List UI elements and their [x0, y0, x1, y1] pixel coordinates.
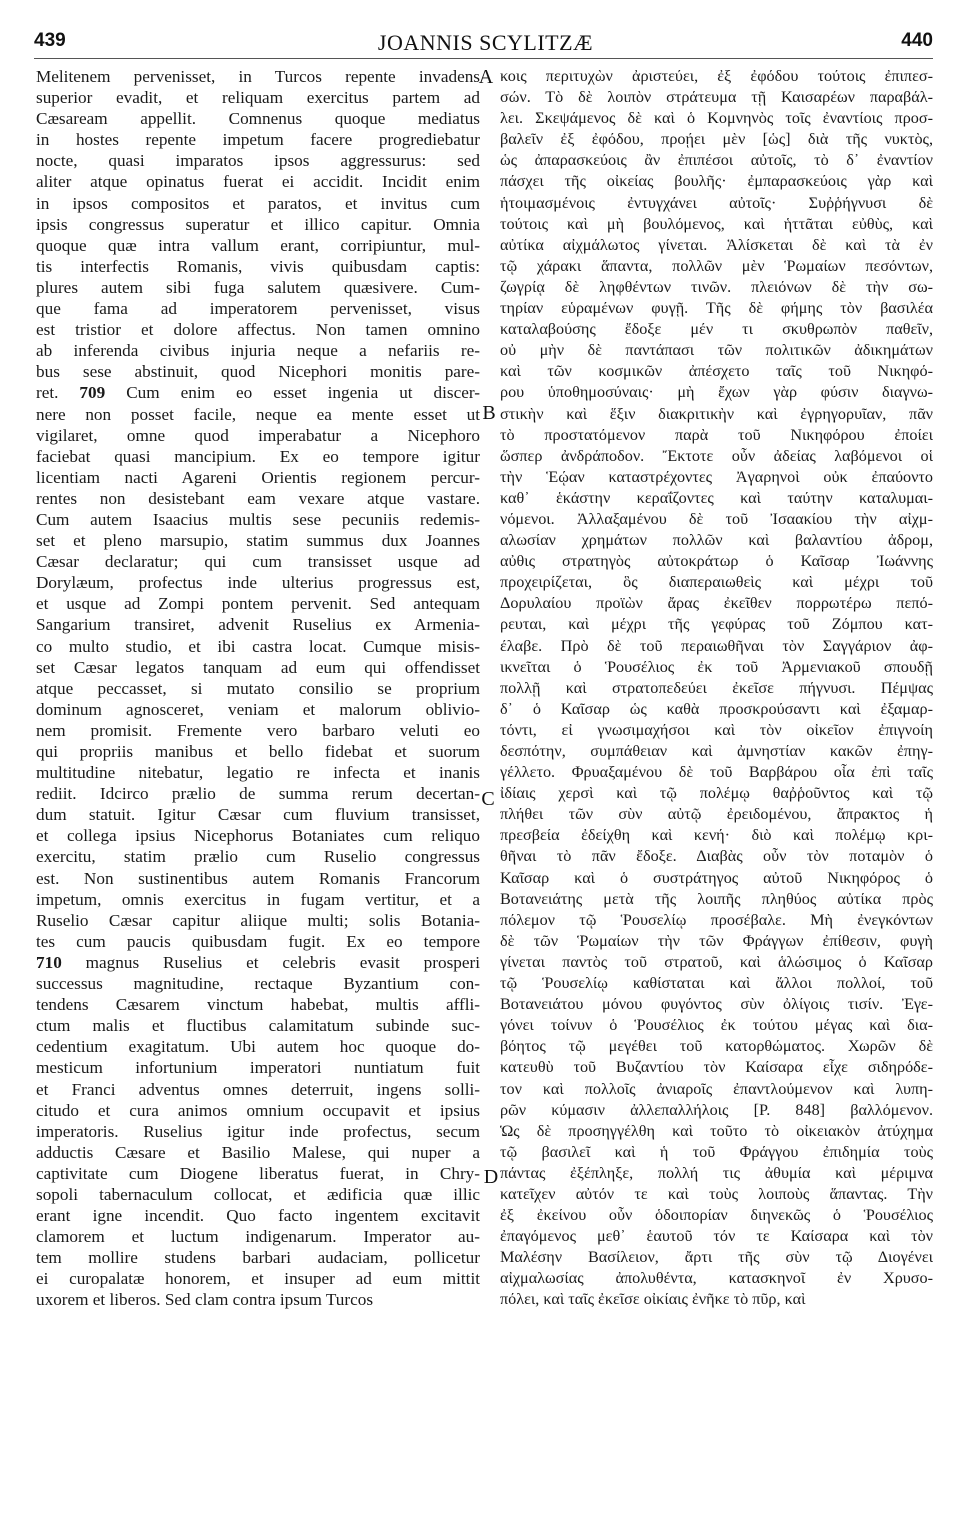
running-title: JOANNIS SCYLITZÆ [377, 30, 594, 55]
latin-text-line: rediit. Idcirco prælio de summa rerum decertan- [36, 784, 480, 804]
latin-text-line: est. Non sustinentibus autem Romanis Francorum [36, 868, 480, 888]
latin-text-line: plures autem sibi fuga salutem quæsivere. Cum- [36, 277, 480, 297]
greek-text-line: τηρίαν εὑραμένων φυγῇ. Τῆς δὲ φήμης τὸν βασιλέα [500, 299, 933, 318]
greek-text-line: δ᾽ ὁ Καῖσαρ ὡς καθὰ προσκρούσαντι καὶ ἐξαμαρ- [500, 699, 933, 718]
latin-text-line: ei curopalatæ honorem, et insuper ad eum mittit [36, 1269, 480, 1289]
greek-text-line: ρῶν κύμασιν ἀλλεπαλλήλοις [P. 848] βαλλόμενον. [500, 1100, 933, 1119]
greek-text-line: καταλαβούσης ἔδοξε μέν τι σκυθρωπὸν παθεῖν, [500, 320, 933, 339]
latin-text-line: bus sese abstinuit, quod Nicephori monitis pare- [36, 362, 480, 382]
greek-text-line: τὸ προστατόμενον παρὰ τοῦ Νικηφόρου ἐποίει [500, 425, 933, 444]
greek-text-line: πρεσβεία ἐδείχθη καὶ κενή· διὸ καὶ πολέμῳ κρι- [500, 826, 933, 845]
latin-text-line: tes cum paucis quibusdam fugit. Ex eo tempore [36, 931, 480, 951]
greek-text-line: νόμενοι. Ἀλλαξαμένου δὲ τοῦ Ἰσαακίου τὴν αἰχμ- [500, 509, 933, 528]
greek-text-line: τον καὶ πολλοῖς ἀνιαροῖς ἐπαντλούμενον καὶ λυπη- [500, 1079, 933, 1098]
greek-text-line: σών. Τὸ δὲ λοιπὸν στράτευμα τῇ Καισαρέων παραβάλ- [500, 88, 933, 107]
greek-text-line: ἰδίαις χερσὶ καὶ τῷ πολέμῳ θαῤῥοῦντος καὶ τῷ [500, 784, 933, 803]
latin-text-line: superior evadit, et reliquam exercitus partem ad [36, 88, 480, 108]
latin-text-line: mesticum infortunium imperatori nuntiatum fuit [36, 1058, 480, 1078]
greek-text-line: προχειρίζεται, ὃς διαπεραιωθεὶς καὶ μέχρι τοῦ [500, 573, 933, 592]
greek-text-line: δὲ τῶν Ῥωμαίων τὴν τῶν Φράγγων ἐπίθεσιν, φυγὴ [500, 931, 933, 950]
greek-text-line: τῷ βασιλεῖ καὶ ἡ τοῦ Φράγγου ἐπιδημία τοὺς [500, 1142, 933, 1161]
latin-text-line: nere non posset facile, neque ea mente esset ut [36, 404, 480, 424]
latin-text-line: que fama ad imperatorem pervenisset, visus [36, 299, 480, 319]
margin-marker-a: A [478, 66, 494, 88]
latin-text-line: dum statuit. Igitur Cæsar cum fluvium transisset, [36, 805, 480, 825]
latin-text-line: Cæsar declaratur; qui cum transisset usque ad [36, 552, 480, 572]
latin-text-line: nem promisit. Fremente vero barbaro veluti eo [36, 720, 480, 740]
greek-text-line: βαλεῖν ἐξ ἐφόδου, προῄει μὲν [ὡς] διὰ τῆς νυκτὸς, [500, 130, 933, 149]
greek-text-line: βόητος τῷ μεγέθει τοῦ κατορθώματος. Χωρῶν δὲ [500, 1037, 933, 1056]
latin-text-line: tendens Cæsarem vinctum habebat, multis affli- [36, 995, 480, 1015]
greek-text-line: Βοτανειάτου μόνου φυγόντος σὺν ὀλίγοις τισίν. Ἐγε- [500, 995, 933, 1014]
greek-column [500, 66, 933, 1311]
margin-marker-b: B [482, 402, 496, 424]
page-number-left: 439 [34, 30, 66, 51]
greek-text-line: γίνεται παντὸς τοῦ στρατοῦ, καὶ ἁλώσιμος ὁ Καῖσαρ [500, 952, 933, 971]
greek-text-line: ὥσπερ ἀνδράποδον. Ἔκτοτε οὖν ἀδείας λαβόμενοι οἱ [500, 446, 933, 465]
latin-text-line: cedentium exagitatum. Ubi autem hoc quoque do- [36, 1037, 480, 1057]
latin-text-line: Ruselio Cæsar capitur aliique multi; solis Botania- [36, 910, 480, 930]
latin-text-line: aliter atque opinatus fuerat ei accidit. Incidit enim [36, 172, 480, 192]
greek-text-line: τὴν Ἑῴαν καταστρέχοντες Ἀγαρηνοὶ οὐκ ἐπαύοντο [500, 467, 933, 486]
greek-text-line: Μαλέσην Βασίλειον, ἄρτι τῆς σὺν τῷ Διογένει [500, 1248, 933, 1267]
latin-text-line: co multo studio, et ibi castra locat. Cumque misis- [36, 636, 480, 656]
page-number-right: 440 [901, 30, 933, 51]
latin-text-line: nocte, quasi imparatos ipsos aggressurus: sed [36, 151, 480, 171]
greek-text-line: ρευται, καὶ μέχρι τῆς γεφύρας τοῦ Ζόμπου κατ- [500, 615, 933, 634]
latin-text-line: faciebat quasi mancipium. Ex eo tempore igitur [36, 446, 480, 466]
latin-text-line: set Cæsar legatos tanquam ad eum qui offendisset [36, 657, 480, 677]
greek-text-line: δεσπότην, συμπάθειαν καὶ ἀμνηστίαν κακῶν ἐπηγ- [500, 742, 933, 760]
latin-text-line: licentiam nacti Agareni Orientis regionem percur- [36, 467, 480, 487]
greek-text-line: Ὡς δὲ προσηγγέλθη καὶ τοῦτο τὸ οἰκειακὸν ἀτύχημα [500, 1121, 933, 1140]
margin-marker-d: D [483, 1166, 499, 1188]
greek-text-line: ικνεῖται ὁ Ῥουσέλιος ἐκ τοῦ Ἀρμενιακοῦ σπουδῇ [500, 657, 933, 676]
latin-text-line: successus magnitudine, rectaque Byzantium con- [36, 974, 480, 994]
latin-text-line: in hostes repente impetum facere progrediebatur [36, 130, 480, 150]
greek-text-line: ὡς ἀπαρασκεύοις ἂν ἐπιπέσοι αὐτοῖς, τὸ δ᾽ ἐναντίον [500, 151, 933, 170]
page-reference: 709 [79, 383, 106, 403]
latin-text-line: imperatoris. Ruselius igitur inde profectus, secum [36, 1121, 480, 1141]
greek-text-line: Καῖσαρ καὶ ὁ συστράτηγος αὐτοῦ Νικηφόρος ὁ [500, 868, 933, 887]
latin-text-line: vigilaret, omne quod imperabatur a Nicephoro [36, 425, 480, 445]
latin-text-line: exercitu, statim prælio cum Ruselio congressus [36, 847, 480, 867]
latin-text-line: captivitate cum Diogene liberatus fuerat, in Chry- [36, 1163, 480, 1183]
greek-text-line: θῆναι τὸ πᾶν ἔδοξε. Διαβὰς οὖν τὸν ποταμὸν ὁ [500, 847, 933, 866]
greek-text-line: αὐτίκα αἰχμάλωτος γίνεται. Ἁλίσκεται δὲ καὶ τὰ ἐν [500, 235, 933, 254]
greek-text-line: κοις περιτυχὼν ἀριστεύει, ἐξ ἐφόδου τούτοις ἐπιπεσ- [500, 67, 933, 85]
greek-text-line: καὶ τῶν κοσμικῶν ἀπέσχετο ταῖς τοῦ Νικηφό- [500, 362, 933, 381]
latin-text-line: et Franci adventus omnes deterruit, ingens solli- [36, 1079, 480, 1099]
latin-text-line: qui propriis manibus et bello fidebat et suorum [36, 742, 480, 761]
greek-text-line: κατεῖχεν αὐτόν τε καὶ τοὺς λοιποὺς ἅπαντας. Τὴν [500, 1184, 933, 1203]
greek-text-line: ἐπαγόμενος μεθ᾽ ἑαυτοῦ τόν τε Καίσαρα καὶ τὸν [500, 1227, 933, 1246]
latin-text-line: clamorem et luctum indigenarum. Imperator au- [36, 1227, 480, 1247]
latin-text-line: 710 magnus Ruselius et celebris evasit prosperi [36, 952, 480, 972]
latin-text-line: et usque ad Zompi pontem pervenit. Sed antequam [36, 594, 480, 614]
greek-text-line: Βοτανειάτης μετὰ τῆς λοιπῆς πληθύος αὐτίκα πρὸς [500, 889, 933, 908]
greek-text-line: ἡτοιμασμένοις ἐντυγχάνει αὐτοῖς· Συῤῥήγνυσι δὲ [500, 193, 933, 212]
latin-text-line: et collega ipsius Nicephorus Botaniates cum reliquo [36, 826, 480, 846]
latin-text-line: citudo et cura animos omnium occupavit et ipsius [36, 1100, 480, 1120]
latin-text-line: ab inferenda civibus injuria neque a nefariis re- [36, 341, 480, 361]
latin-text-line: set et pleno marsupio, statim summus dux Joannes [36, 531, 480, 551]
greek-text-line: τούτοις καὶ μὴ βουλόμενος, καὶ ἡττᾶται εὐθὺς, καὶ [500, 214, 933, 233]
margin-marker-c: C [481, 788, 495, 810]
latin-text-line: in ipsos compositos et paratos, et invitus cum [36, 193, 480, 213]
header-rule [34, 58, 933, 59]
greek-text-line: λει. Σκεψάμενος δὲ καὶ ὁ Κομνηνὸς τοῖς ἐναντίοις προσ- [500, 109, 933, 128]
latin-text-line: tem mollire studens barbari audaciam, pollicetur [36, 1248, 480, 1268]
latin-text-line: Cæsaream appellit. Comnenus quoque mediatus [36, 109, 480, 129]
latin-text-line: ret. 709 Cum enim eo esset ingenia ut discer- [36, 383, 480, 403]
latin-text-line: Cum autem Isaacius multis sese pecuniis redemis- [36, 509, 480, 529]
greek-text-line: πόλει, καὶ ταῖς ἐκεῖσε οἰκίαις ἐνῆκε τὸ πῦρ, καὶ [500, 1290, 806, 1309]
greek-text-line: αὐθις στρατηγὸς αὐτοκράτωρ ὁ Καῖσαρ Ἰωάννης [500, 552, 933, 571]
greek-text-line: ἐξ ἐκείνου οὖν ὁδοιπορίαν διηνεκῶς ὁ Ῥουσέλιος [500, 1206, 933, 1225]
greek-text-line: στικὴν καὶ ἕξιν διακριτικὴν καὶ ἐγρηγορυῖαν, πᾶν [500, 404, 933, 423]
greek-text-line: έλαβε. Πρὸ δὲ τοῦ περαιωθῆναι τὸν Σαγγάριον ἀφ- [500, 636, 933, 655]
greek-text-line: πάσχει τῆς οἰκείας βουλῆς· ἐμπαρασκεύοις γὰρ καὶ [500, 172, 933, 191]
latin-text-line: dominum agnosceret, veniam et malorum oblivio- [36, 699, 480, 719]
greek-text-line: πλήθει τῶν σὺν αὐτῷ ἐρειδομένου, ἄπρακτος ἡ [500, 805, 933, 824]
latin-text-line: Melitenem pervenisset, in Turcos repente invadens [36, 67, 480, 86]
greek-text-line: τῷ Ῥουσελίῳ καθίσταται καὶ ἄλλοι πολλοί, τοῦ [500, 974, 933, 993]
greek-text-line: πόλεμον τῷ Ῥουσελίῳ προσέβαλε. Μὴ ἐνεγκόντων [500, 910, 933, 929]
page-reference: 710 [36, 952, 62, 972]
latin-text-line: Sangarium transiret, advenit Ruselius ex Armenia- [36, 615, 480, 635]
latin-text-line: ctum malis et fluctibus calamitatum subinde suc- [36, 1016, 480, 1036]
greek-text-line: Δορυλαίου προϊὼν ἄρας ἐκεῖθεν πορρωτέρω πεπό- [500, 594, 933, 613]
greek-text-line: πολλῇ καὶ στρατοπεδεύει ἐκεῖσε πήγνυσι. Πέμψας [500, 678, 933, 697]
latin-text-line: est tristior et dolore affectus. Non tamen omnino [36, 320, 480, 340]
latin-text-line: multitudine nitebatur, legatio re infecta et inanis [36, 763, 480, 783]
greek-text-line: γέλλετο. Φρυαξαμένου δὲ τοῦ Βαρβάρου οἷα ἐπὶ ταῖς [500, 763, 933, 782]
latin-text-line: tis interfectis Romanis, vivis quibusdam captis: [36, 256, 480, 276]
greek-text-line: αλωσίαν χρημάτων πολλῶν καὶ βαλαντίου ἀδρομ, [500, 531, 933, 550]
greek-text-line: τόντι, εἰ γνωσιμαχήσοι καὶ τὸν οἰκεῖον ἐπιγνοίη [500, 720, 933, 739]
latin-text-line: uxorem et liberos. Sed clam contra ipsum Turcos [36, 1290, 374, 1310]
latin-text-line: rentes non desistebant eam vexare atque vastare. [36, 488, 480, 508]
greek-text-line: ρου ὑποθημοσύναις· μὴ ἔχων γὰρ φύσιν διαγνω- [500, 383, 933, 402]
greek-text-line: γόνει τοίνυν ὁ Ῥουσέλιος ἐκ τούτου μέγας καὶ δια- [500, 1016, 933, 1035]
latin-text-line: impetum, omnis exercitus in fugam vertitur, et a [36, 889, 480, 909]
latin-text-line: adductis Cæsare et Basilio Malese, qui nuper a [36, 1142, 480, 1162]
latin-text-line: atque peccasset, si mutato consilio se proprium [36, 678, 480, 698]
greek-text-line: καθ᾽ ἑκάστην κεραΐζοντες καὶ ταύτην καταλυμαι- [500, 488, 933, 507]
greek-text-line: οὐ μὴν δὲ παντάπασι τῶν πολιτικῶν ἀδικημάτων [500, 341, 933, 360]
greek-text-line: αἰχμαλωσίας ἀπολυθέντα, κατασκηνοῖ ἐν Χρυσο- [500, 1269, 933, 1288]
greek-text-line: πάντας ἐξέπληξε, πολλή τις ἀθυμία καὶ μέριμνα [500, 1163, 933, 1182]
latin-column [36, 66, 480, 1311]
greek-text-line: κατευθὺ τοῦ Βυζαντίου τὸν Καίσαρα εἶχε σιδηρόδε- [500, 1058, 933, 1077]
latin-text-line: ipsis congressus superatur et illico capitur. Omnia [36, 214, 480, 234]
greek-text-line: τῷ χάρακι ἅπαντα, πολλῶν μὲν Ῥωμαίων πεσόντων, [500, 256, 933, 275]
latin-text-line: sopoli tabernaculum collocat, et ædificia quæ illic [36, 1184, 480, 1204]
latin-text-line: Dorylæum, profectus inde ulterius progressus est, [36, 573, 480, 593]
greek-text-line: ζωγρίᾳ δὲ ληφθέντων τινῶν. πλειόνων δὲ τὴν σω- [500, 277, 933, 296]
latin-text-line: erant igne incendit. Quo facto ingentem excitavit [36, 1206, 480, 1226]
latin-text-line: quoque quæ intra vallum erant, corripiuntur, mul- [36, 235, 480, 255]
